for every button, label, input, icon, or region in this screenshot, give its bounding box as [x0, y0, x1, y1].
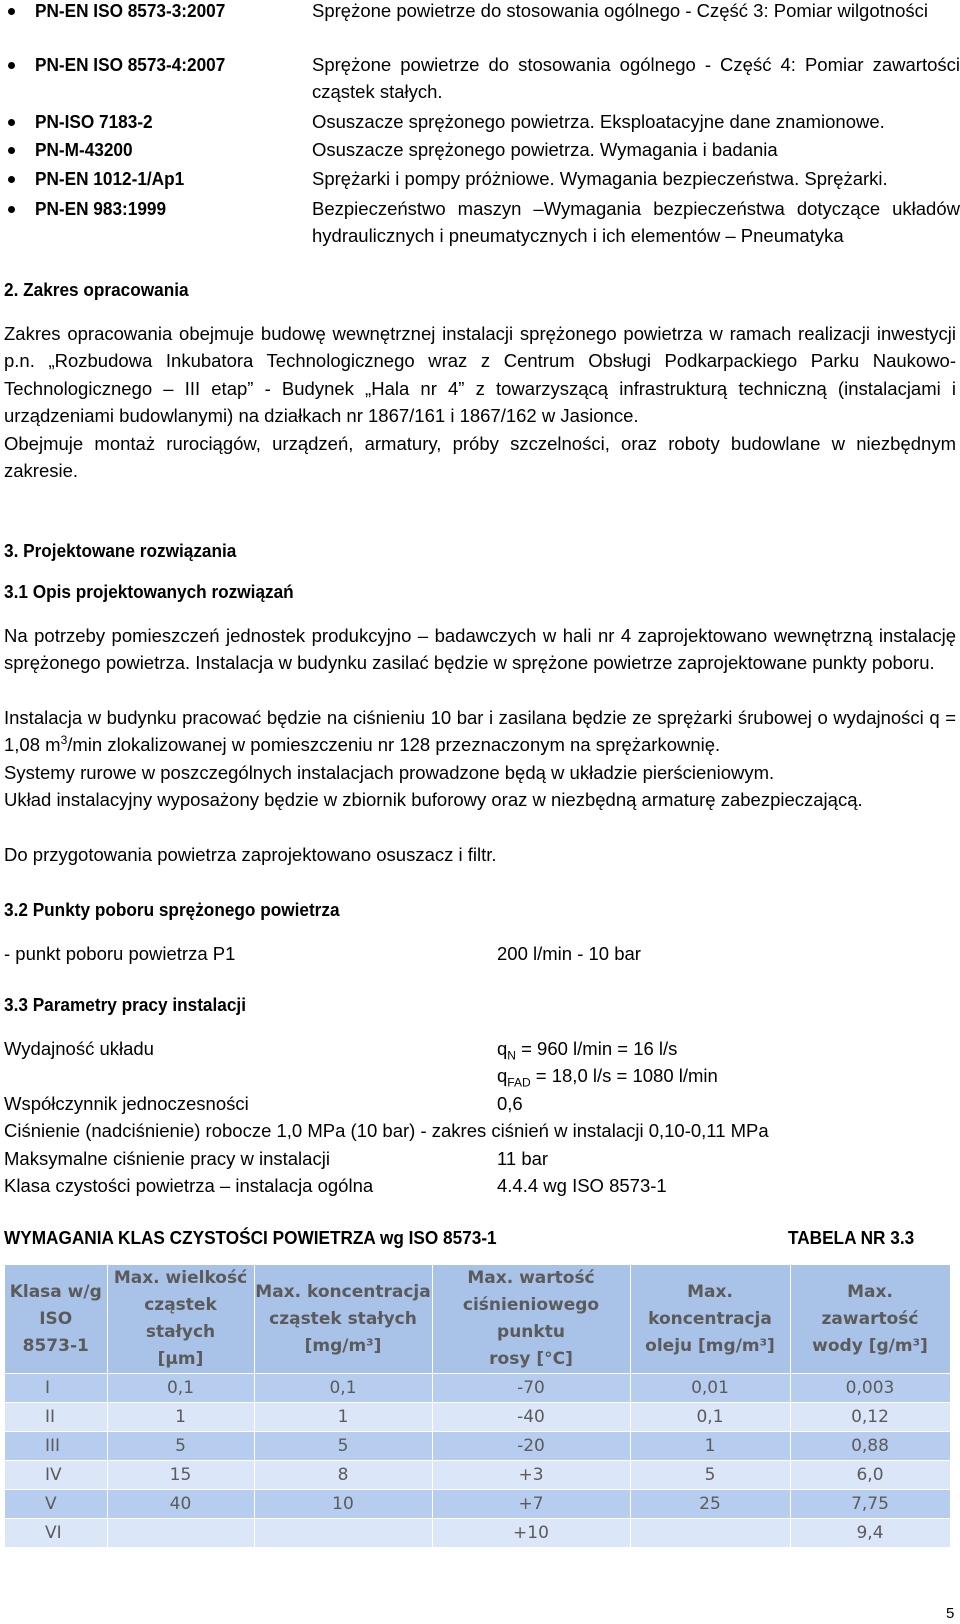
param-value	[497, 1062, 718, 1089]
table-cell	[107, 1519, 254, 1548]
param-value: 11 bar	[497, 1148, 549, 1169]
table-cell: 9,4	[790, 1519, 950, 1548]
standard-code: PN-ISO 7183-2	[35, 111, 153, 132]
table-cell: -20	[432, 1432, 630, 1461]
table-cell: 1	[107, 1403, 254, 1432]
header-line: ISO	[39, 1308, 73, 1329]
param-label: Współczynnik jednoczesności	[4, 1093, 249, 1114]
symbol: q	[497, 1065, 508, 1086]
table-cell: IV	[5, 1461, 107, 1490]
superscript: 3	[60, 733, 68, 748]
standard-description: Osuszacze sprężonego powietrza. Wymagania i badania	[312, 139, 778, 160]
table-row	[5, 1374, 950, 1403]
section-2-heading: 2. Zakres opracowania	[4, 279, 189, 300]
table-cell: III	[5, 1432, 107, 1461]
header-line: ciśnieniowego punktu	[462, 1295, 600, 1342]
bullet-icon	[8, 62, 15, 69]
table-cell: 1	[630, 1432, 790, 1461]
header-line: koncentracja	[648, 1308, 772, 1329]
table-cell: 0,003	[790, 1374, 950, 1403]
standard-description: Sprężone powietrze do stosowania ogólnego - Część 3: Pomiar wilgotności	[312, 0, 928, 21]
table-cell: 40	[107, 1490, 254, 1519]
table-cell: 8	[254, 1461, 432, 1490]
table-cell: 5	[254, 1432, 432, 1461]
header-line: 8573-1	[22, 1335, 89, 1356]
table-row	[5, 1432, 950, 1461]
header-line: rosy [°C]	[489, 1349, 573, 1369]
standard-code: PN-EN ISO 8573-3:2007	[35, 0, 226, 21]
table-cell: +10	[432, 1519, 630, 1548]
bullet-icon	[8, 119, 15, 126]
value-text: = 960 l/min = 16 l/s	[515, 1038, 678, 1059]
param-value: 0,6	[497, 1093, 523, 1114]
header-line: cząstek stałych	[144, 1295, 217, 1342]
section-3-1-paragraph: Systemy rurowe w poszczególnych instalacjach prowadzone będą w układzie pierścieniowym.	[4, 762, 775, 783]
paragraph-text: Instalacja w budynku pracować będzie na ciśnieniu 10 bar i zasilana będzie ze sprężarki śrubowej o wydajności q = 1,08 m	[4, 707, 956, 756]
table-reference: TABELA NR 3.3	[788, 1227, 915, 1248]
air-purity-classes-table	[5, 1265, 951, 1547]
paragraph-text: /min zlokalizowanej w pomieszczeniu nr 128 przeznaczonym na sprężarkownię.	[67, 734, 721, 756]
param-label: Maksymalne ciśnienie pracy w instalacji	[4, 1148, 330, 1169]
table-cell: 1	[254, 1403, 432, 1432]
table-cell: VI	[5, 1519, 107, 1548]
standard-description: Sprężarki i pompy próżniowe. Wymagania bezpieczeństwa. Sprężarki.	[312, 168, 888, 189]
table-cell: II	[5, 1403, 107, 1432]
table-cell: 0,12	[790, 1403, 950, 1432]
table-cell: 0,01	[630, 1374, 790, 1403]
subscript: FAD	[507, 1075, 531, 1090]
bullet-icon	[8, 8, 15, 15]
table-cell: -40	[432, 1403, 630, 1432]
header-line: Klasa w/g	[9, 1281, 102, 1302]
standard-code: PN-EN ISO 8573-4:2007	[35, 54, 226, 75]
intake-point-label: - punkt poboru powietrza P1	[4, 943, 236, 964]
table-row	[5, 1403, 950, 1432]
header-line: [mg/m³]	[304, 1335, 382, 1356]
section-3-1-paragraph	[4, 704, 956, 759]
table-cell: 6,0	[790, 1461, 950, 1490]
table-cell: 0,1	[107, 1374, 254, 1403]
table-cell: 5	[107, 1432, 254, 1461]
table-row	[5, 1461, 950, 1490]
bullet-icon	[8, 206, 15, 213]
section-3-heading: 3. Projektowane rozwiązania	[4, 540, 237, 561]
header-line: wody [g/m³]	[812, 1335, 928, 1356]
table-header-cell	[432, 1265, 630, 1374]
section-2-paragraph: Obejmuje montaż rurociągów, urządzeń, armatury, próby szczelności, oraz roboty budowlane w niezbędnym zakresie.	[4, 433, 956, 482]
table-cell: 0,88	[790, 1432, 950, 1461]
standard-description: Bezpieczeństwo maszyn –Wymagania bezpieczeństwa dotyczące układów hydraulicznych i pneumatycznych i ich elementów – Pneumatyka	[312, 198, 960, 246]
param-label: Klasa czystości powietrza – instalacja ogólna	[4, 1175, 374, 1196]
header-line: Max.	[847, 1281, 893, 1302]
bullet-icon	[8, 147, 15, 154]
table-cell: +7	[432, 1490, 630, 1519]
section-3-3-heading: 3.3 Parametry pracy instalacji	[4, 994, 246, 1015]
section-3-2-heading: 3.2 Punkty poboru sprężonego powietrza	[4, 899, 340, 920]
header-line: Max. wartość	[467, 1268, 595, 1288]
table-header-cell	[630, 1265, 790, 1374]
table-cell: 7,75	[790, 1490, 950, 1519]
header-line: Max. wielkość	[113, 1268, 248, 1288]
table-header-cell	[107, 1265, 254, 1374]
table-cell: 10	[254, 1490, 432, 1519]
standard-description: Osuszacze sprężonego powietrza. Eksploatacyjne dane znamionowe.	[312, 111, 885, 132]
table-cell: -70	[432, 1374, 630, 1403]
symbol: q	[497, 1038, 508, 1059]
section-3-1-paragraph: Na potrzeby pomieszczeń jednostek produkcyjno – badawczych w hali nr 4 zaprojektowano wewnętrzną instalację sprężonego powietrza. Instalacja w budynku zasilać będzie w sprężone powietrze zaprojektowane punkty poboru.	[4, 625, 956, 674]
value-text: = 18,0 l/s = 1080 l/min	[530, 1065, 718, 1086]
table-cell: I	[5, 1374, 107, 1403]
param-value: 4.4.4 wg ISO 8573-1	[497, 1175, 667, 1196]
table-cell: 5	[630, 1461, 790, 1490]
table-header-cell	[790, 1265, 950, 1374]
section-3-1-paragraph: Do przygotowania powietrza zaprojektowano osuszacz i filtr.	[4, 844, 497, 865]
standard-code: PN-EN 1012-1/Ap1	[35, 168, 185, 189]
table-cell	[630, 1519, 790, 1548]
section-3-1-paragraph: Układ instalacyjny wyposażony będzie w zbiornik buforowy oraz w niezbędną armaturę zabezpieczającą.	[4, 789, 863, 810]
intake-point-value: 200 l/min - 10 bar	[497, 943, 641, 964]
header-line: zawartość	[821, 1308, 919, 1329]
standard-code: PN-M-43200	[35, 139, 133, 160]
table-row	[5, 1519, 950, 1548]
header-line: Max. koncentracja	[255, 1281, 431, 1302]
table-title: WYMAGANIA KLAS CZYSTOŚCI POWIETRZA wg ISO 8573-1	[4, 1227, 497, 1248]
table-cell: 25	[630, 1490, 790, 1519]
param-label: Wydajność układu	[4, 1038, 154, 1059]
subscript: N	[507, 1048, 516, 1063]
table-cell: 15	[107, 1461, 254, 1490]
table-cell: V	[5, 1490, 107, 1519]
header-line: Max.	[687, 1281, 733, 1302]
header-line: oleju [mg/m³]	[645, 1335, 775, 1356]
bullet-icon	[8, 176, 15, 183]
section-2-paragraph: Zakres opracowania obejmuje budowę wewnętrznej instalacji sprężonego powietrza w ramach realizacji inwestycji p.n. „Rozbudowa Inkubatora Technologicznego wraz z Centrum Obsługi Podkarpackiego Parku Naukowo-Technologicznego – III etap” - Budynek „Hala nr 4” z towarzyszącą infrastrukturą techniczną (instalacjami i urządzeniami budowlanymi) na działkach nr 1867/161 i 1867/162 w Jasionce.	[4, 323, 956, 426]
header-line: cząstek stałych	[269, 1308, 417, 1329]
standard-description: Sprężone powietrze do stosowania ogólnego - Część 4: Pomiar zawartości cząstek stałych.	[312, 54, 960, 102]
header-line: [µm]	[157, 1349, 204, 1369]
table-header-row	[5, 1265, 950, 1374]
section-3-1-heading: 3.1 Opis projektowanych rozwiązań	[4, 581, 294, 602]
page-number: 5	[946, 1605, 955, 1622]
param-line: Ciśnienie (nadciśnienie) robocze 1,0 MPa (10 bar) - zakres ciśnień w instalacji 0,10-0,11 MPa	[4, 1120, 769, 1141]
table-cell: 0,1	[254, 1374, 432, 1403]
param-value	[497, 1035, 677, 1062]
table-cell: +3	[432, 1461, 630, 1490]
table-header-cell	[254, 1265, 432, 1374]
table-cell	[254, 1519, 432, 1548]
table-header-cell	[5, 1265, 107, 1374]
standard-code: PN-EN 983:1999	[35, 198, 167, 219]
table-cell: 0,1	[630, 1403, 790, 1432]
table-row	[5, 1490, 950, 1519]
